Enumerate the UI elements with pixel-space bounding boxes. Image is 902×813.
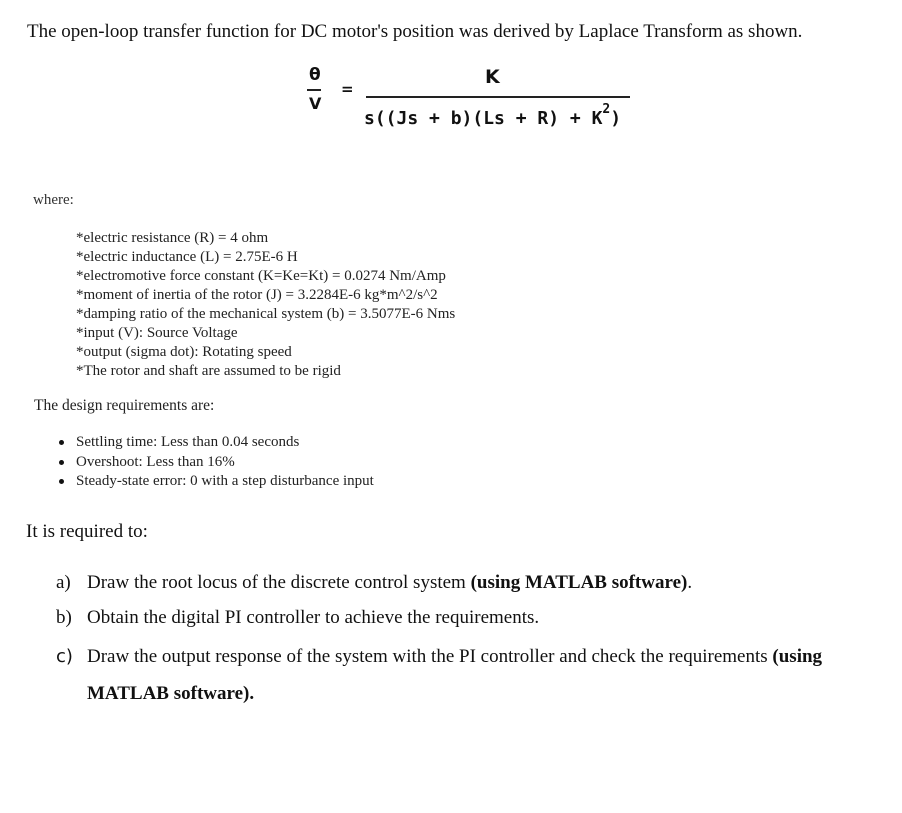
- equation-equals-sign: =: [341, 80, 354, 98]
- task-text: [87, 572, 692, 594]
- task-text-plain: Draw the output response of the system with the PI controller and check the requirements: [87, 646, 773, 667]
- equation-lhs-numerator: θ: [309, 65, 321, 85]
- task-text-plain: Draw the root locus of the discrete control system: [87, 572, 471, 593]
- requirement-item: [58, 472, 374, 492]
- requirement-item: [58, 453, 374, 473]
- equation-lhs-fraction-bar: [307, 89, 321, 91]
- task-text-bold: (using MATLAB software): [470, 572, 688, 593]
- intro-text: The open-loop transfer function for DC motor's position was derived by Laplace Transform as shown.: [27, 21, 803, 42]
- required-intro: It is required to:: [26, 521, 148, 542]
- task-text-tail: .: [687, 572, 693, 593]
- requirement-item: [58, 433, 374, 453]
- equation-rhs-denominator: [364, 102, 622, 129]
- where-label: where:: [33, 192, 74, 208]
- task-label: c): [56, 646, 73, 667]
- parameter-item: *input (V): Source Voltage: [76, 325, 238, 341]
- equation-rhs-fraction-bar: [366, 96, 630, 98]
- task-label: b): [56, 607, 72, 628]
- bullet-icon: [59, 460, 64, 465]
- parameter-item: *electric resistance (R) = 4 ohm: [76, 230, 269, 246]
- requirements-list: [58, 433, 374, 492]
- bullet-icon: [59, 479, 64, 484]
- requirement-text: Overshoot: Less than 16%: [76, 453, 235, 470]
- transfer-function-equation: [300, 62, 640, 142]
- task-text: Obtain the digital PI controller to achieve the requirements.: [87, 607, 540, 628]
- requirement-text: Steady-state error: 0 with a step disturbance input: [76, 473, 374, 489]
- parameter-item: *moment of inertia of the rotor (J) = 3.2284E-6 kg*m^2/s^2: [76, 287, 438, 303]
- design-requirements-label: The design requirements are:: [34, 397, 215, 414]
- equation-rhs-denominator-close: ): [610, 108, 622, 129]
- parameter-item: *output (sigma dot): Rotating speed: [76, 344, 292, 360]
- equation-lhs-denominator: V: [309, 94, 322, 113]
- equation-rhs-denominator-exponent: 2: [602, 102, 611, 117]
- task-text-bold: (using: [772, 646, 823, 667]
- task-text: [87, 646, 822, 668]
- parameter-list: [76, 229, 455, 381]
- task-label: a): [56, 572, 71, 593]
- equation-rhs-denominator-main: s((Js + b)(Ls + R) + K: [364, 108, 603, 129]
- requirement-text: Settling time: Less than 0.04 seconds: [76, 434, 300, 450]
- parameter-item: *electric inductance (L) = 2.75E-6 H: [76, 249, 298, 265]
- equation-rhs-numerator: K: [485, 66, 500, 88]
- parameter-item: *damping ratio of the mechanical system (b) = 3.5077E-6 Nms: [76, 306, 456, 322]
- parameter-item: *The rotor and shaft are assumed to be rigid: [76, 363, 341, 379]
- task-text-bold: MATLAB software).: [87, 683, 255, 704]
- parameter-item: *electromotive force constant (K=Ke=Kt) = 0.0274 Nm/Amp: [76, 268, 446, 284]
- bullet-icon: [59, 440, 64, 445]
